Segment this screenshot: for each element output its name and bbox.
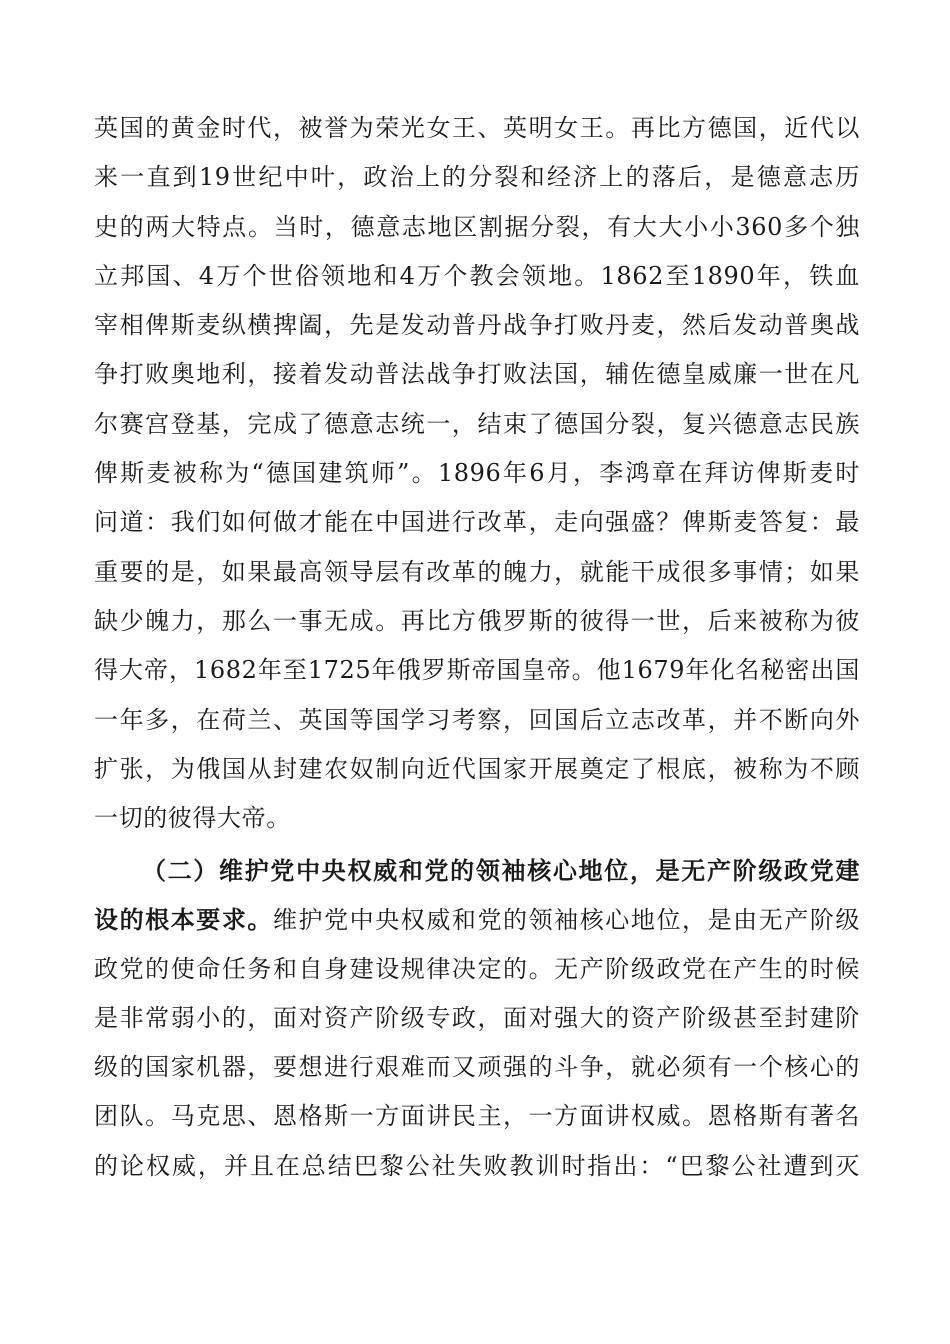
text-line: 尔赛宫登基，完成了德意志统一，结束了德国分裂，复兴德意志民族 [94, 409, 860, 438]
text-line: 争打败奥地利，接着发动普法战争打败法国，辅佐德皇威廉一世在凡 [94, 360, 860, 389]
text-line: 问道：我们如何做才能在中国进行改革，走向强盛？俾斯麦答复：最 [94, 508, 860, 537]
text-span: 维护党中央权威和党的领袖核心地位，是由无产阶级 [272, 906, 860, 935]
text-line: 英国的黄金时代，被誉为荣光女王、英明女王。再比方德国，近代以 [94, 114, 860, 142]
text-line: 级的国家机器，要想进行艰难而又顽强的斗争，就必须有一个核心的 [94, 1053, 860, 1082]
text-line [94, 895, 860, 944]
text-line: 宰相俾斯麦纵横捭阖，先是发动普丹战争打败丹麦，然后发动普奥战 [94, 311, 860, 340]
text-line: 得大帝，1682年至1725年俄罗斯帝国皇帝。他1679年化名秘密出国 [94, 656, 860, 685]
text-line: 扩张，为俄国从封建农奴制向近代国家开展奠定了根底，被称为不顾 [94, 754, 860, 783]
section-heading-line: （二）维护党中央权威和党的领袖核心地位，是无产阶级政党建 [142, 856, 860, 885]
text-line: 重要的是，如果最高领导层有改革的魄力，就能干成很多事情；如果 [94, 557, 860, 586]
text-line: 俾斯麦被称为“德国建筑师”。1896年6月，李鸿章在拜访俾斯麦时 [94, 459, 860, 488]
text-line: 政党的使命任务和自身建设规律决定的。无产阶级政党在产生的时候 [94, 954, 860, 983]
paragraph-party-authority [94, 846, 860, 1191]
text-line: 是非常弱小的，面对资产阶级专政，面对强大的资产阶级甚至封建阶 [94, 1003, 860, 1032]
text-line: 一切的彼得大帝。 [94, 804, 291, 833]
text-line: 缺少魄力，那么一事无成。再比方俄罗斯的彼得一世，后来被称为彼 [94, 606, 860, 635]
text-line: 团队。马克思、恩格斯一方面讲民主，一方面讲权威。恩格斯有著名 [94, 1102, 860, 1131]
section-heading-end: 设的根本要求。 [94, 905, 273, 935]
text-line: 来一直到19世纪中叶，政治上的分裂和经济上的落后，是德意志历 [94, 163, 860, 192]
text-line: 史的两大特点。当时，德意志地区割据分裂，有大大小小360多个独 [94, 212, 860, 241]
text-line: 的论权威，并且在总结巴黎公社失败教训时指出：“巴黎公社遭到灭 [94, 1151, 860, 1180]
text-line: 立邦国、4万个世俗领地和4万个教会领地。1862至1890年，铁血 [94, 261, 860, 290]
paragraph-history-examples [94, 104, 860, 843]
text-line: 一年多，在荷兰、英国等国学习考察，回国后立志改革，并不断向外 [94, 705, 860, 734]
